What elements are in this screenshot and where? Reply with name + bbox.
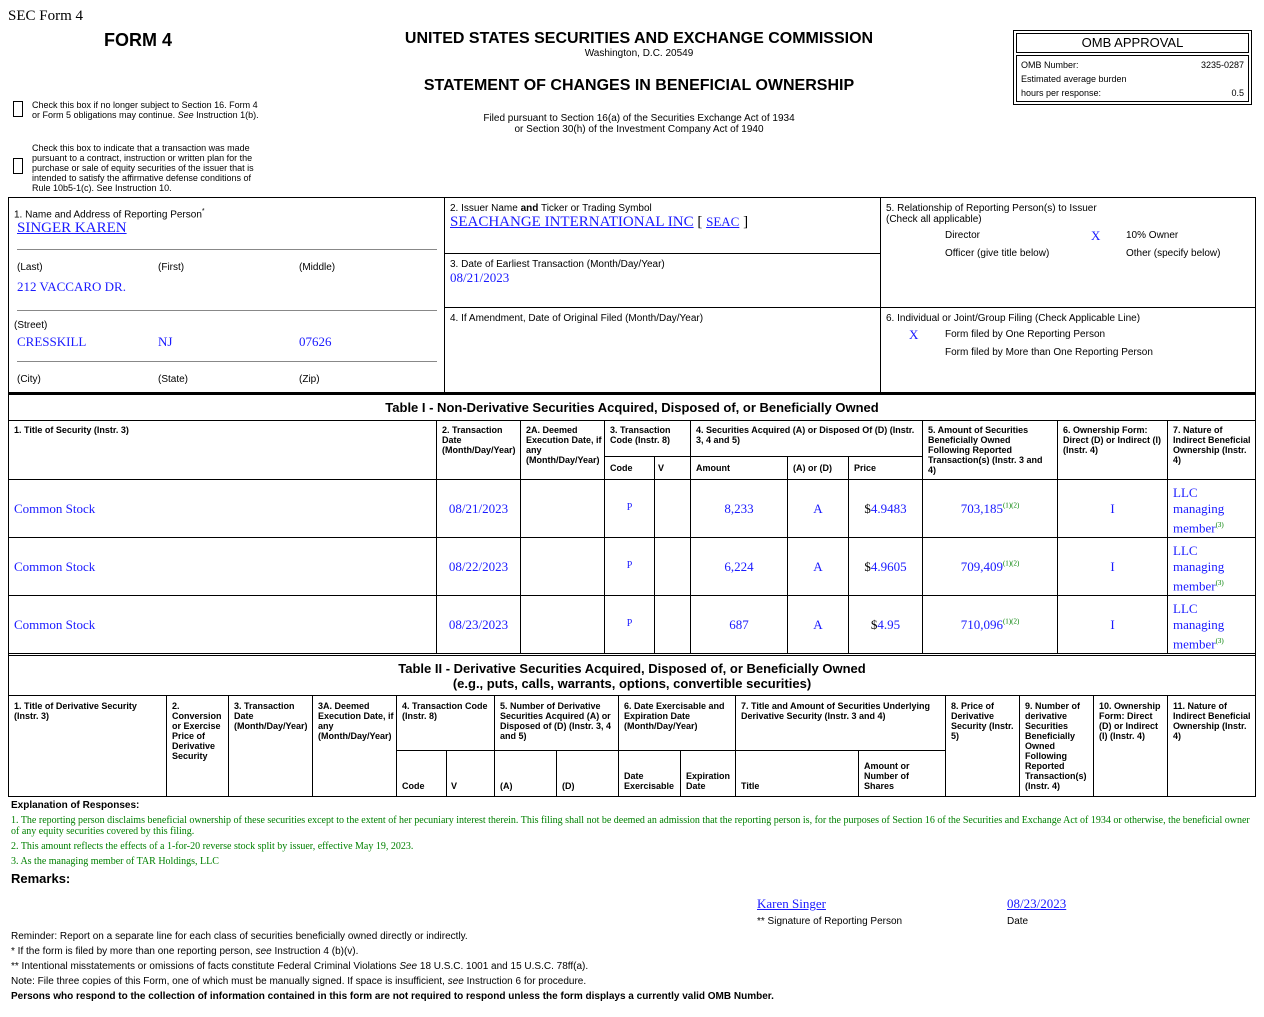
row-nature: [1173, 485, 1233, 536]
row-amount: 6,224: [724, 559, 754, 574]
footer-note-2: [11, 961, 588, 972]
earliest-transaction-date: 08/21/2023: [450, 270, 510, 285]
footer-note-1b: Instruction 4 (b)(v).: [271, 946, 359, 957]
row-owned-footnote: (1)(2): [1002, 501, 1020, 510]
signature-label: ** Signature of Reporting Person: [757, 916, 903, 927]
relationship-label: [886, 203, 1097, 225]
section16-line-2b: Instruction 1(b).: [193, 110, 259, 120]
section16-line-2a: or Form 5 obligations may continue.: [32, 110, 178, 120]
signature-name-link[interactable]: Karen Singer: [757, 896, 826, 911]
row-date: 08/23/2023: [448, 617, 509, 632]
t1-col-date: 2. Transaction Date (Month/Day/Year): [442, 425, 516, 455]
footnote-3: 3. As the managing member of TAR Holdings, LLC: [11, 856, 219, 867]
signature-date-link[interactable]: 08/23/2023: [1007, 896, 1067, 911]
t2-sub-amount: Amount or Number of Shares: [864, 761, 910, 791]
state-value: NJ: [158, 334, 173, 349]
t2-col-nature: 11. Nature of Indirect Beneficial Ownership (Instr. 4): [1173, 701, 1251, 741]
amendment-label: 4. If Amendment, Date of Original Filed (Month/Day/Year): [450, 313, 704, 324]
row-owned-footnote: (1)(2): [1002, 617, 1020, 626]
filed-line-1: Filed pursuant to Section 16(a) of the Securities Exchange Act of 1934: [483, 113, 795, 124]
row-code: P: [626, 502, 633, 513]
t2-sub-expiration: Expiration Date: [686, 771, 731, 791]
agency-location: Washington, D.C. 20549: [584, 48, 694, 59]
reporting-person-name-link[interactable]: SINGER KAREN: [17, 220, 127, 236]
ten-percent-owner-label: 10% Owner: [1126, 230, 1179, 241]
t2-col-code: 4. Transaction Code (Instr. 8): [402, 701, 488, 721]
ticker-bracket-close: ]: [743, 214, 749, 230]
row-nature-footnote: (3): [1215, 521, 1224, 529]
t2-col-owned: 9. Number of derivative Securities Beneficially Owned Following Reported Transaction(s) (Instr. 4): [1025, 701, 1087, 791]
reporting-person-label-text: 1. Name and Address of Reporting Person: [14, 209, 202, 221]
relationship-label-1: 5. Relationship of Reporting Person(s) to Issuer: [886, 203, 1097, 214]
t1-sub-code: Code: [610, 463, 633, 473]
footnote-1: 1. The reporting person disclaims beneficial ownership of these securities except to the extent of her pecuniary interest therein. This filing shall not be deemed an admission that the reporting person is, for the purposes of Section 16 of the Securities and Exchange Act of 1934 or otherwise, the beneficial owner of any equity securities covered by this filing.: [11, 815, 1250, 837]
first-label: (First): [158, 262, 185, 273]
row-form: I: [1110, 501, 1115, 516]
one-person-mark: X: [909, 327, 919, 342]
t2-sub-exercisable: Date Exercisable: [624, 771, 675, 791]
row-nature-footnote: (3): [1215, 637, 1224, 645]
omb-approval-box: [1013, 30, 1252, 105]
row-ad: A: [813, 501, 823, 516]
footer-note-2-see: See: [399, 961, 418, 972]
row-price-symbol: $: [870, 617, 878, 632]
t2-col-form: 10. Ownership Form: Direct (D) or Indirect (I) (Instr. 4): [1099, 701, 1161, 741]
row-form: I: [1110, 617, 1115, 632]
footnote-2: 2. This amount reflects the effects of a 1-for-20 reverse stock split by issuer, effective May 19, 2023.: [11, 841, 414, 852]
row-owned: [923, 617, 1057, 633]
row-owned: [923, 501, 1057, 517]
zip-value: 07626: [299, 334, 332, 349]
omb-number-label: OMB Number:: [1021, 60, 1079, 70]
relationship-label-2: (Check all applicable): [886, 214, 982, 225]
remarks-label: Remarks:: [11, 871, 71, 886]
t2-col-conversion: 2. Conversion or Exercise Price of Derivative Security: [172, 701, 222, 761]
row-form: I: [1110, 559, 1115, 574]
footer-omb-notice: Persons who respond to the collection of information contained in this form are not required to respond unless the form displays a currently valid OMB Number.: [11, 991, 774, 1002]
t1-sub-v: V: [658, 463, 665, 473]
issuer-label-and: and: [520, 203, 539, 214]
omb-number-value: 3235-0287: [1200, 60, 1244, 70]
section16-checkbox[interactable]: [13, 101, 23, 117]
row-owned-value: 710,096: [960, 617, 1003, 632]
rule10b5-line: Check this box to indicate that a transaction was made: [32, 143, 250, 153]
row-security-title: Common Stock: [14, 559, 96, 574]
row-price-symbol: $: [864, 559, 871, 574]
section16-see: See: [177, 110, 194, 120]
street-value: 212 VACCARO DR.: [17, 279, 126, 294]
t2-col-title: 1. Title of Derivative Security (Instr. 3): [14, 701, 137, 721]
table-2-title-2: (e.g., puts, calls, warrants, options, convertible securities): [452, 676, 812, 691]
filing-label: 6. Individual or Joint/Group Filing (Check Applicable Line): [886, 313, 1141, 324]
footer-note-2a: ** Intentional misstatements or omissions of facts constitute Federal Criminal Violations: [11, 961, 400, 972]
t2-col-price: 8. Price of Derivative Security (Instr. 5): [951, 701, 1014, 741]
ten-percent-owner-mark: X: [1091, 228, 1101, 243]
row-nature-value: LLC managing member: [1173, 601, 1225, 652]
row-price-value: 4.95: [877, 617, 901, 632]
footer-note-1a: * If the form is filed by more than one reporting person,: [11, 946, 256, 957]
row-date: 08/21/2023: [448, 501, 509, 516]
explanation-label: Explanation of Responses:: [11, 800, 140, 811]
issuer-line: [450, 214, 748, 231]
t2-sub-v: V: [451, 781, 458, 791]
t1-col-acquired: 4. Securities Acquired (A) or Disposed Of (D) (Instr. 3, 4 and 5): [696, 425, 915, 445]
t1-col-owned: 5. Amount of Securities Beneficially Owned Following Reported Transaction(s) (Instr. 3 and 4): [928, 425, 1043, 475]
footer-note-1-see: see: [255, 946, 272, 957]
row-amount: 687: [729, 617, 749, 632]
row-nature-footnote: (3): [1215, 579, 1224, 587]
ticker-link[interactable]: SEAC: [706, 214, 740, 229]
section16-text: [32, 100, 272, 120]
table-1-title: Table I - Non-Derivative Securities Acquired, Disposed of, or Beneficially Owned: [385, 400, 879, 415]
row-price: [849, 559, 922, 575]
footer-note-3b: Instruction 6 for procedure.: [463, 976, 587, 987]
filed-line-2: or Section 30(h) of the Investment Company Act of 1940: [514, 124, 764, 135]
footer-reminder: Reminder: Report on a separate line for each class of securities beneficially owned directly or indirectly.: [11, 931, 468, 942]
table-2-title: [8, 661, 1256, 691]
row-price-value: 4.9483: [870, 501, 907, 516]
row-owned-value: 703,185: [960, 501, 1003, 516]
t1-col-deemed: 2A. Deemed Execution Date, if any (Month/Day/Year): [526, 425, 602, 465]
t1-col-form: 6. Ownership Form: Direct (D) or Indirect (I) (Instr. 4): [1063, 425, 1162, 455]
t1-col-code: 3. Transaction Code (Instr. 8): [610, 425, 671, 445]
earliest-transaction-label: 3. Date of Earliest Transaction (Month/Day/Year): [450, 259, 665, 270]
agency-title: UNITED STATES SECURITIES AND EXCHANGE COMMISSION: [404, 30, 874, 47]
sec-form-label: SEC Form 4: [8, 8, 84, 24]
rule10b5-line: Rule 10b5-1(c). See Instruction 10.: [32, 183, 172, 193]
t2-col-number: 5. Number of Derivative Securities Acquired (A) or Disposed of (D) (Instr. 3, 4 and 5): [500, 701, 612, 741]
section16-line-1: Check this box if no longer subject to Section 16. Form 4: [32, 100, 258, 110]
t1-col-title: 1. Title of Security (Instr. 3): [14, 425, 129, 435]
t2-sub-a: (A): [500, 781, 513, 791]
reporting-person-label: [14, 206, 205, 220]
omb-hours-label: hours per response:: [1021, 88, 1102, 98]
one-person-label: Form filed by One Reporting Person: [945, 329, 1106, 340]
row-nature: [1173, 543, 1233, 594]
omb-details: [1016, 55, 1249, 102]
omb-burden-label: Estimated average burden: [1021, 74, 1127, 84]
city-value: CRESSKILL: [17, 334, 87, 349]
last-label: (Last): [17, 262, 43, 273]
zip-label: (Zip): [299, 374, 320, 385]
officer-label: Officer (give title below): [945, 248, 1050, 259]
t2-col-underlying: 7. Title and Amount of Securities Underlying Derivative Security (Instr. 3 and 4): [741, 701, 931, 721]
signature-date-label: Date: [1007, 916, 1029, 927]
omb-hours-value: 0.5: [1231, 88, 1244, 98]
issuer-name-link[interactable]: SEACHANGE INTERNATIONAL INC: [450, 214, 694, 230]
t2-sub-d: (D): [562, 781, 575, 791]
row-price: [849, 501, 922, 517]
t1-col-nature: 7. Nature of Indirect Beneficial Ownership (Instr. 4): [1173, 425, 1251, 465]
street-label: (Street): [14, 320, 48, 331]
row-code: P: [626, 560, 633, 571]
footer-note-2b: 18 U.S.C. 1001 and 15 U.S.C. 78ff(a).: [417, 961, 589, 972]
rule10b5-line: pursuant to a contract, instruction or written plan for the: [32, 153, 253, 163]
middle-label: (Middle): [299, 262, 336, 273]
rule10b5-text: [32, 143, 272, 193]
issuer-label-b: Ticker or Trading Symbol: [538, 203, 652, 214]
rule10b5-checkbox[interactable]: [13, 158, 23, 174]
row-owned-footnote: (1)(2): [1002, 559, 1020, 568]
issuer-label-a: 2. Issuer Name: [450, 203, 521, 214]
t1-sub-price: Price: [854, 463, 877, 473]
ticker-bracket-open: [: [697, 214, 703, 230]
director-label: Director: [945, 230, 981, 241]
row-price-symbol: $: [864, 501, 871, 516]
row-nature-value: LLC managing member: [1173, 485, 1225, 536]
row-price: [849, 617, 922, 633]
other-label: Other (specify below): [1126, 248, 1221, 259]
row-price-value: 4.9605: [870, 559, 907, 574]
rule10b5-line: intended to satisfy the affirmative defense conditions of: [32, 173, 251, 183]
row-code: P: [626, 618, 633, 629]
footer-note-1: [11, 946, 358, 957]
row-security-title: Common Stock: [14, 617, 96, 632]
t1-sub-amount: Amount: [696, 463, 730, 473]
row-date: 08/22/2023: [448, 559, 509, 574]
state-label: (State): [158, 374, 189, 385]
t1-sub-ad: (A) or (D): [793, 463, 832, 473]
t2-sub-code: Code: [402, 781, 425, 791]
row-security-title: Common Stock: [14, 501, 96, 516]
t2-col-date: 3. Transaction Date (Month/Day/Year): [234, 701, 308, 731]
row-nature-value: LLC managing member: [1173, 543, 1225, 594]
t2-col-exercisable: 6. Date Exercisable and Expiration Date (Month/Day/Year): [624, 701, 725, 731]
footer-note-3: [11, 976, 586, 987]
t2-col-deemed: 3A. Deemed Execution Date, if any (Month/Day/Year): [318, 701, 394, 741]
issuer-label: [450, 203, 652, 214]
t2-sub-title: Title: [741, 781, 760, 791]
row-nature: [1173, 601, 1233, 652]
table-2-title-1: Table II - Derivative Securities Acquired, Disposed of, or Beneficially Owned: [398, 661, 866, 676]
row-amount: 8,233: [724, 501, 754, 516]
row-owned-value: 709,409: [960, 559, 1003, 574]
city-label: (City): [17, 374, 41, 385]
filed-pursuant: [380, 113, 898, 135]
row-owned: [923, 559, 1057, 575]
footer-note-3-see: see: [447, 976, 464, 987]
footer-note-3a: Note: File three copies of this Form, one of which must be manually signed. If space is insufficient,: [11, 976, 448, 987]
statement-title: STATEMENT OF CHANGES IN BENEFICIAL OWNERSHIP: [423, 77, 855, 94]
omb-title: OMB APPROVAL: [1016, 33, 1249, 53]
form-title: FORM 4: [104, 30, 173, 50]
more-persons-label: Form filed by More than One Reporting Person: [945, 347, 1153, 358]
row-ad: A: [813, 559, 823, 574]
reporting-person-label-sup: *: [201, 208, 205, 215]
rule10b5-line: purchase or sale of equity securities of the issuer that is: [32, 163, 254, 173]
row-ad: A: [813, 617, 823, 632]
